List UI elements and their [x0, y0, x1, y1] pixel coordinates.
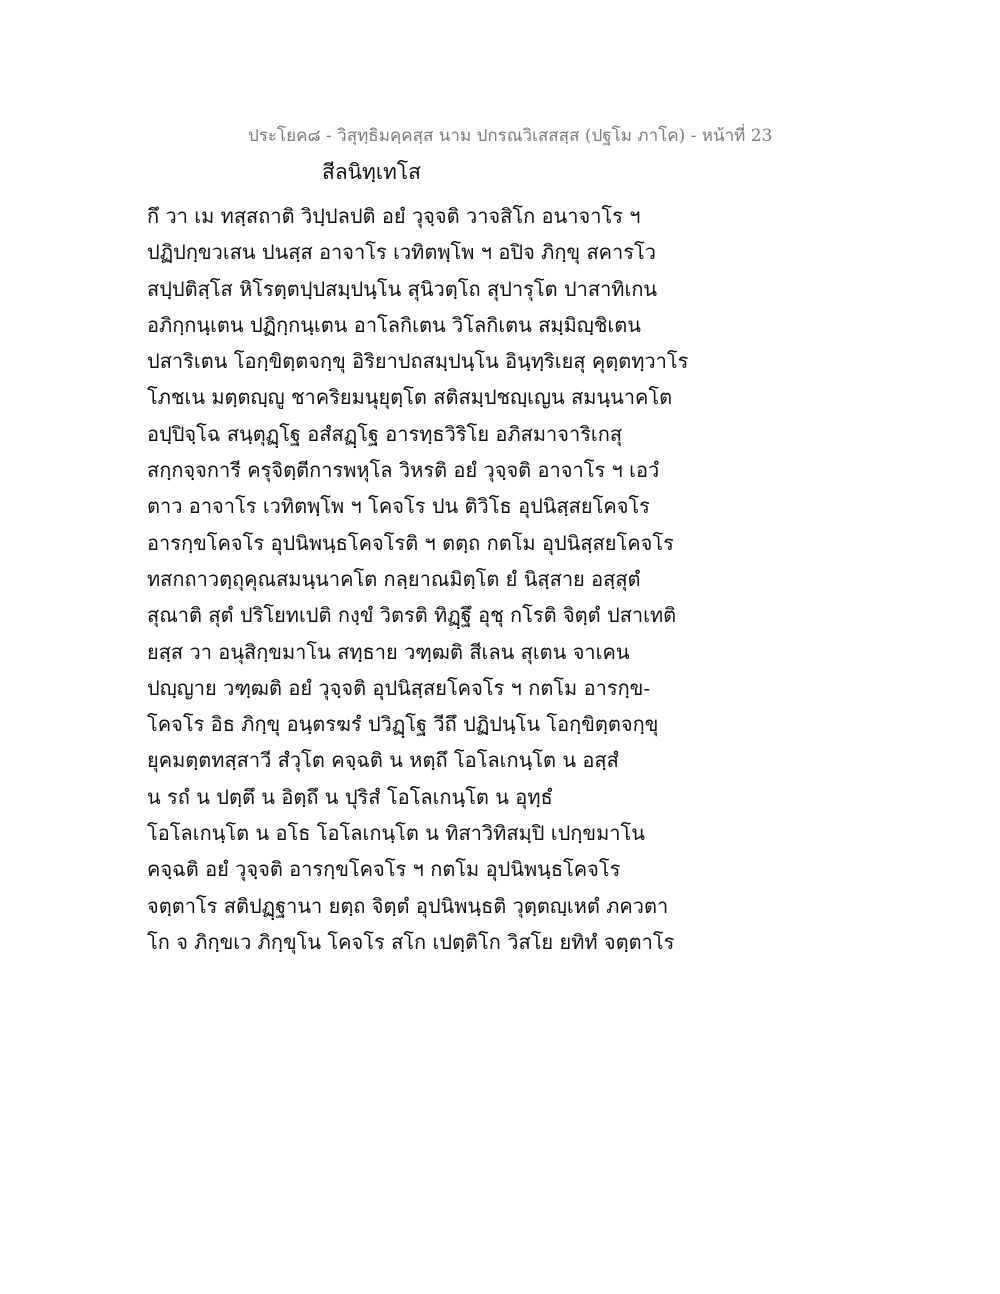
text-line: น รถํ น ปตฺตึ น อิตฺถึ น ปุริสํ โอโลเกนฺโต น อุทฺธํ: [147, 784, 553, 809]
section-title: สีลนิทฺเทโส: [322, 160, 422, 184]
body-text: [147, 198, 707, 960]
text-line: ตาว อาจาโร เวทิตพฺโพ ฯ โคจโร ปน ติวิโธ อุปนิสฺสยโคจโร: [147, 494, 650, 519]
text-line: โภชเน มตฺตญฺญู ชาคริยมนุยุตฺโต สติสมฺปชญฺเญน สมนฺนาคโต: [147, 385, 673, 410]
text-line: คจฺฉติ อยํ วุจฺจติ อารกฺขโคจโร ฯ กตโม อุปนิพนฺธโคจโร: [147, 857, 621, 882]
text-line: อปฺปิจฺโฉ สนฺตุฏฺโฐ อสํสฏฺโฐ อารทฺธวิริโย อภิสมาจาริเกสุ: [147, 421, 623, 446]
text-line: ทสกถาวตฺถุคุณสมนฺนาคโต กลฺยาณมิตฺโต ยํ นิสฺสาย อสฺสุตํ: [147, 566, 641, 591]
text-line: สุณาติ สุตํ ปริโยทเปติ กงฺขํ วิตรติ ทิฏฺฐึ อุชุ กโรติ จิตฺตํ ปสาเทติ: [147, 603, 677, 628]
text-line: ปฏิปกฺขวเสน ปนสฺส อาจาโร เวทิตพฺโพ ฯ อปิจ ภิกฺขุ สคารโว: [147, 240, 657, 265]
text-line: อารกฺขโคจโร อุปนิพนฺธโคจโรติ ฯ ตตฺถ กตโม อุปนิสฺสยโคจโร: [147, 530, 674, 555]
text-line: ปญฺญาย วฑฺฒติ อยํ วุจฺจติ อุปนิสฺสยโคจโร ฯ กตโม อารกฺข-: [147, 675, 651, 700]
text-line: สกฺกจฺจการี ครุจิตฺตีการพหุโล วิหรติ อยํ วุจฺจติ อาจาโร ฯ เอวํ: [147, 458, 660, 483]
text-line: ยุคมตฺตทสฺสาวี สํวุโต คจฺฉติ น หตฺถึ โอโลเกนฺโต น อสฺสํ: [147, 748, 619, 773]
text-line: กึ วา เม ทสฺสถาติ วิปฺปลปติ อยํ วุจฺจติ วาจสิโก อนาจาโร ฯ: [147, 204, 641, 228]
running-header: ประโยค๘ - วิสุทฺธิมคฺคสฺส นาม ปกรณวิเสสสฺส (ปฐโม ภาโค) - หน้าที่ 23: [248, 126, 773, 146]
text-line: โอโลเกนฺโต น อโธ โอโลเกนฺโต น ทิสาวิทิสมฺปิ เปกฺขมาโน: [147, 821, 645, 846]
text-line: ปสาริเตน โอกฺขิตฺตจกฺขุ อิริยาปถสมฺปนฺโน อินฺทฺริเยสุ คุตฺตทฺวาโร: [147, 349, 689, 374]
text-line: โคจโร อิธ ภิกฺขุ อนฺตรฆรํ ปวิฏฺโฐ วีถึ ปฏิปนฺโน โอกฺขิตฺตจกฺขุ: [147, 712, 659, 737]
text-line: ยสฺส วา อนุสิกฺขมาโน สทฺธาย วฑฺฒติ สีเลน สุเตน จาเคน: [147, 639, 630, 664]
text-line: จตฺตาโร สติปฏฺฐานา ยตฺถ จิตฺตํ อุปนิพนฺธติ วุตฺตญฺเหตํ ภควตา: [147, 893, 669, 918]
text-line: โก จ ภิกฺขเว ภิกฺขุโน โคจโร สโก เปตฺติโก วิสโย ยทิทํ จตฺตาโร: [147, 929, 675, 954]
text-line: อภิกฺกนฺเตน ปฏิกฺกนฺเตน อาโลกิเตน วิโลกิเตน สมฺมิญฺชิเตน: [147, 312, 641, 337]
text-line: สปฺปติสฺโส หิโรตฺตปฺปสมฺปนฺโน สุนิวตฺโถ สุปารุโต ปาสาทิเกน: [147, 276, 658, 301]
